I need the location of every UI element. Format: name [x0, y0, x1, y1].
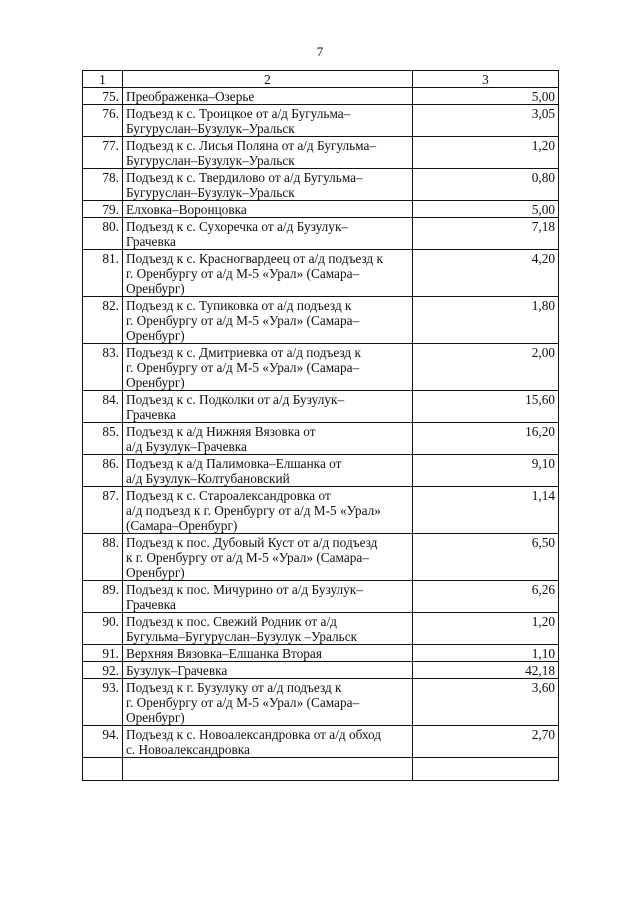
row-number: 86. — [83, 455, 123, 487]
road-length: 1,20 — [413, 613, 559, 645]
road-length: 5,00 — [413, 201, 559, 218]
row-number: 91. — [83, 645, 123, 662]
row-number: 79. — [83, 201, 123, 218]
road-length: 1,80 — [413, 297, 559, 344]
row-number: 78. — [83, 169, 123, 201]
road-name: Подъезд к с. Красногвардеец от а/д подъезд к г. Оренбургу от а/д М-5 «Урал» (Самара– Оренбург) — [123, 250, 413, 297]
table-row — [83, 581, 559, 613]
road-length: 9,10 — [413, 455, 559, 487]
row-number: 87. — [83, 487, 123, 534]
table-row — [83, 88, 559, 105]
table-row — [83, 679, 559, 726]
road-length: 42,18 — [413, 662, 559, 679]
table-row — [83, 105, 559, 137]
road-length: 3,05 — [413, 105, 559, 137]
row-number: 93. — [83, 679, 123, 726]
table-row — [83, 250, 559, 297]
road-name: Подъезд к с. Дмитриевка от а/д подъезд к г. Оренбургу от а/д М-5 «Урал» (Самара– Оренбург) — [123, 344, 413, 391]
road-length: 1,10 — [413, 645, 559, 662]
table-row — [83, 534, 559, 581]
road-name: Подъезд к с. Новоалександровка от а/д обход с. Новоалександровка — [123, 726, 413, 758]
table-row — [83, 344, 559, 391]
column-header-name: 2 — [123, 71, 413, 88]
road-name: Верхняя Вязовка–Елшанка Вторая — [123, 645, 413, 662]
table-row — [83, 201, 559, 218]
road-length: 6,50 — [413, 534, 559, 581]
road-length: 2,00 — [413, 344, 559, 391]
row-number: 81. — [83, 250, 123, 297]
row-number: 90. — [83, 613, 123, 645]
table-row — [83, 169, 559, 201]
table-row — [83, 613, 559, 645]
table-row — [83, 423, 559, 455]
table-row — [83, 218, 559, 250]
column-header-value: 3 — [413, 71, 559, 88]
road-name: Подъезд к с. Тупиковка от а/д подъезд к г. Оренбургу от а/д М-5 «Урал» (Самара– Оренбург) — [123, 297, 413, 344]
road-name: Подъезд к с. Троицкое от а/д Бугульма– Бугуруслан–Бузулук–Уральск — [123, 105, 413, 137]
table-row — [83, 137, 559, 169]
road-length: 15,60 — [413, 391, 559, 423]
road-name: Елховка–Воронцовка — [123, 201, 413, 218]
road-name: Преображенка–Озерье — [123, 88, 413, 105]
empty-cell — [83, 758, 123, 781]
road-name: Подъезд к г. Бузулуку от а/д подъезд к г. Оренбургу от а/д М-5 «Урал» (Самара– Оренбург) — [123, 679, 413, 726]
row-number: 77. — [83, 137, 123, 169]
roads-table — [82, 70, 559, 781]
table-row — [83, 297, 559, 344]
road-length: 4,20 — [413, 250, 559, 297]
road-length: 3,60 — [413, 679, 559, 726]
road-length: 7,18 — [413, 218, 559, 250]
road-name: Бузулук–Грачевка — [123, 662, 413, 679]
table-row — [83, 645, 559, 662]
table-filler-row — [83, 758, 559, 781]
road-length: 5,00 — [413, 88, 559, 105]
road-name: Подъезд к с. Лисья Поляна от а/д Бугульма– Бугуруслан–Бузулук–Уральск — [123, 137, 413, 169]
table-header-row — [83, 71, 559, 88]
table-row — [83, 726, 559, 758]
road-length: 1,20 — [413, 137, 559, 169]
road-name: Подъезд к с. Твердилово от а/д Бугульма– Бугуруслан–Бузулук–Уральск — [123, 169, 413, 201]
row-number: 84. — [83, 391, 123, 423]
empty-cell — [123, 758, 413, 781]
column-header-number: 1 — [83, 71, 123, 88]
row-number: 85. — [83, 423, 123, 455]
road-name: Подъезд к с. Староалександровка от а/д подъезд к г. Оренбургу от а/д М-5 «Урал» (Самара–Оренбург) — [123, 487, 413, 534]
road-length: 2,70 — [413, 726, 559, 758]
row-number: 92. — [83, 662, 123, 679]
row-number: 80. — [83, 218, 123, 250]
road-length: 6,26 — [413, 581, 559, 613]
road-name: Подъезд к пос. Дубовый Куст от а/д подъезд к г. Оренбургу от а/д М-5 «Урал» (Самара– Оренбург) — [123, 534, 413, 581]
road-name: Подъезд к а/д Нижняя Вязовка от а/д Бузулук–Грачевка — [123, 423, 413, 455]
empty-cell — [413, 758, 559, 781]
table-row — [83, 455, 559, 487]
road-name: Подъезд к с. Подколки от а/д Бузулук– Грачевка — [123, 391, 413, 423]
page-number: 7 — [316, 44, 324, 59]
road-name: Подъезд к а/д Палимовка–Елшанка от а/д Бузулук–Колтубановский — [123, 455, 413, 487]
row-number: 94. — [83, 726, 123, 758]
row-number: 83. — [83, 344, 123, 391]
road-name: Подъезд к пос. Свежий Родник от а/д Бугульма–Бугуруслан–Бузулук –Уральск — [123, 613, 413, 645]
road-name: Подъезд к с. Сухоречка от а/д Бузулук– Грачевка — [123, 218, 413, 250]
row-number: 76. — [83, 105, 123, 137]
road-length: 16,20 — [413, 423, 559, 455]
table-row — [83, 391, 559, 423]
road-name: Подъезд к пос. Мичурино от а/д Бузулук– Грачевка — [123, 581, 413, 613]
row-number: 82. — [83, 297, 123, 344]
road-length: 0,80 — [413, 169, 559, 201]
row-number: 88. — [83, 534, 123, 581]
table-row — [83, 662, 559, 679]
road-length: 1,14 — [413, 487, 559, 534]
table-row — [83, 487, 559, 534]
row-number: 89. — [83, 581, 123, 613]
row-number: 75. — [83, 88, 123, 105]
